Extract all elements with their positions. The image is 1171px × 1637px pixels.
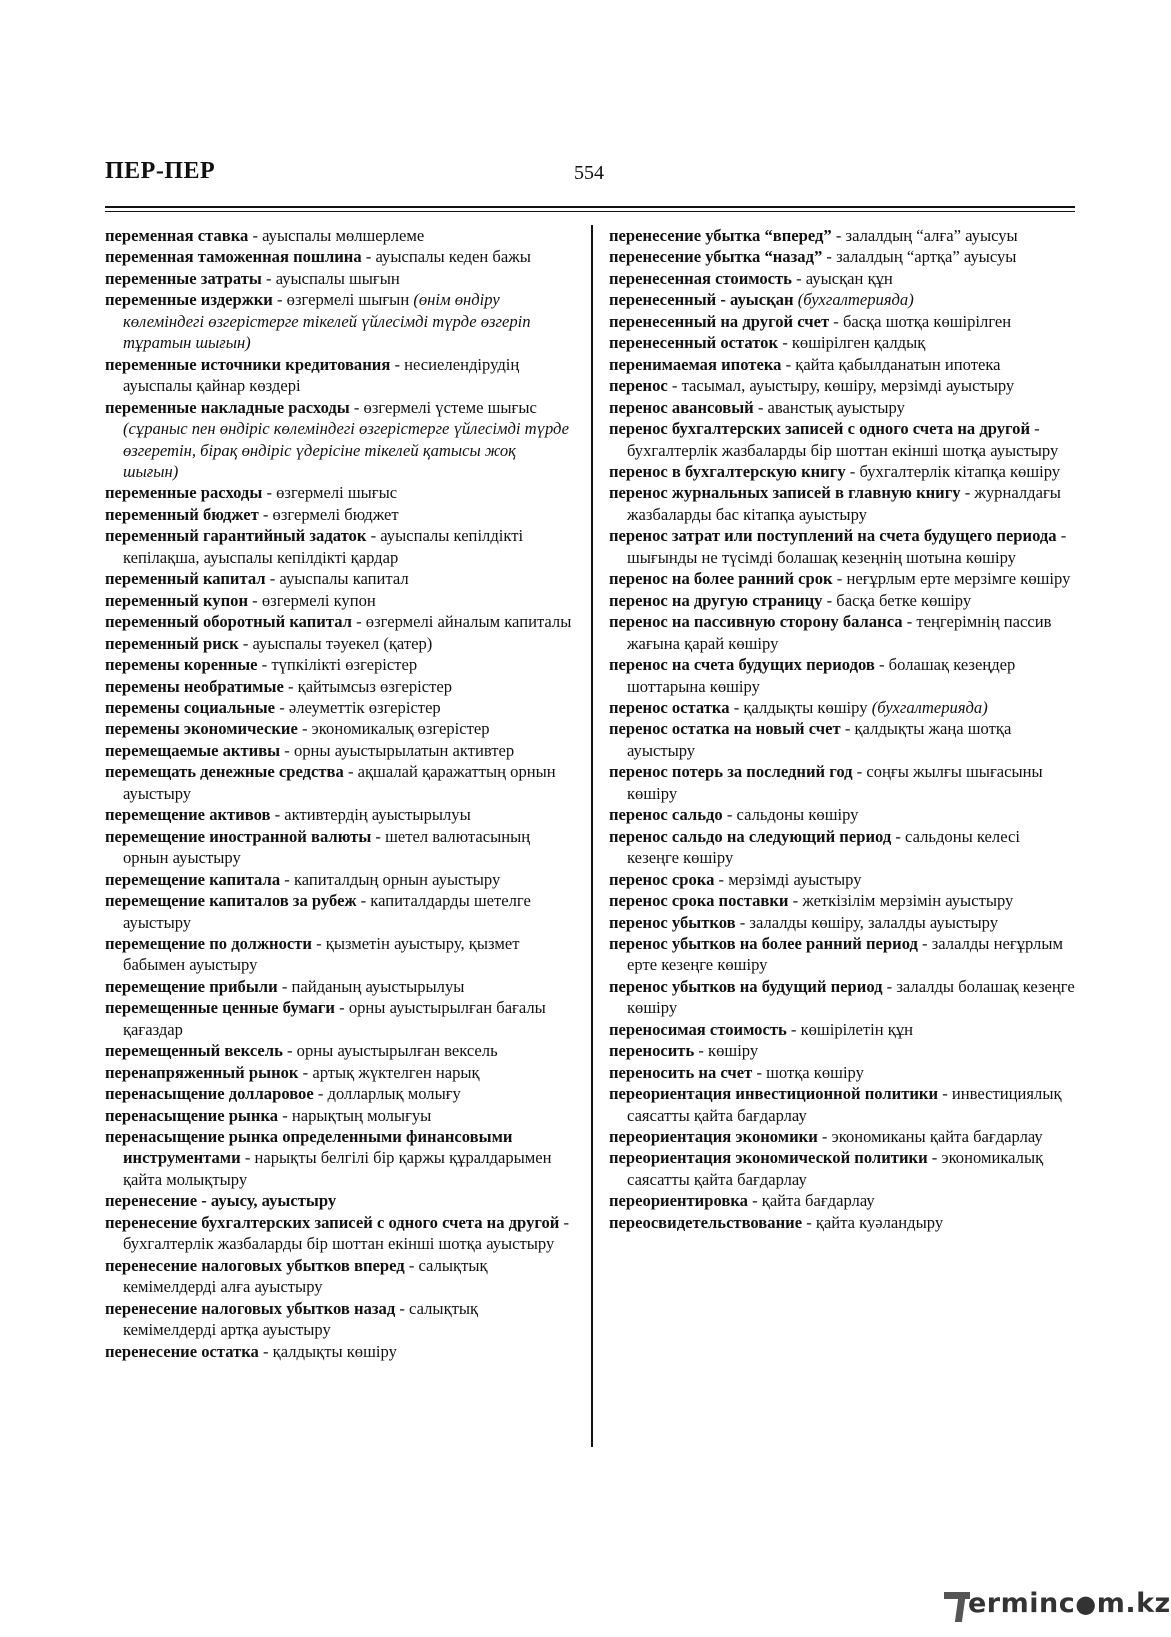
entry-term: перенос xyxy=(609,376,668,396)
dictionary-entry xyxy=(609,225,1075,246)
entry-definition: - залалды көшіру, залалды ауыстыру xyxy=(735,912,999,932)
entry-term: перенесенный - ауысқан xyxy=(609,290,794,310)
entry-term: перемещение капитала xyxy=(105,869,281,889)
entry-definition: - қайта куәландыру xyxy=(802,1212,944,1232)
entry-term: переменный риск xyxy=(105,633,239,653)
dictionary-entry xyxy=(105,225,575,246)
entry-term: переосвидетельствование xyxy=(609,1212,803,1232)
entry-definition: - экономикалық өзгерістер xyxy=(297,719,490,739)
dictionary-entry xyxy=(609,311,1075,332)
entry-term: перенос на пассивную сторону баланса xyxy=(609,612,903,632)
dictionary-entry xyxy=(609,933,1075,976)
entry-definition: - орны ауыстырылған бағалы қағаздар xyxy=(123,998,546,1039)
dictionary-entry xyxy=(609,804,1075,825)
dictionary-entry xyxy=(609,590,1075,611)
entry-term: перенесение налоговых убытков вперед xyxy=(105,1255,405,1275)
entry-term: перенесение налоговых убытков назад xyxy=(105,1298,396,1318)
entry-definition: - ауыспалы кепілдікті кепілақша, ауыспалы кепілдікті қардар xyxy=(123,526,524,567)
entry-term: переменные накладные расходы xyxy=(105,397,350,417)
entry-definition: - басқа шотқа көшірілген xyxy=(829,311,1012,331)
entry-term: перемещение по должности xyxy=(105,933,312,953)
dictionary-entry xyxy=(609,397,1075,418)
entry-term: перенос бухгалтерских записей с одного счета на другой xyxy=(609,419,1031,439)
dictionary-entry xyxy=(609,718,1075,761)
entry-term: перенесение остатка xyxy=(105,1341,259,1361)
entry-term: перенос на более ранний срок xyxy=(609,569,833,589)
entry-term: перенасыщение рынка xyxy=(105,1105,279,1125)
dictionary-entry xyxy=(105,1105,575,1126)
entry-definition: - теңгерімнің пассив жағына қарай көшіру xyxy=(627,612,1052,653)
dictionary-entry xyxy=(105,633,575,654)
entry-definition: - өзгермелі шығын xyxy=(272,290,414,310)
dictionary-entry xyxy=(105,869,575,890)
entry-term: перемещенные ценные бумаги xyxy=(105,998,335,1018)
entry-term: перенос убытков на более ранний период xyxy=(609,933,918,953)
page-number: 554 xyxy=(574,162,604,184)
dictionary-entry xyxy=(609,890,1075,911)
entry-definition: - жеткізілім мерзімін ауыстыру xyxy=(788,891,1014,911)
entry-term: перенос журнальных записей в главную книгу xyxy=(609,483,961,503)
dictionary-entry xyxy=(609,568,1075,589)
entry-definition: - нарықтың молығуы xyxy=(278,1105,432,1125)
entry-term: перенос на другую страницу xyxy=(609,590,823,610)
entry-definition: - шетел валютасының орнын ауыстыру xyxy=(123,826,531,868)
dictionary-entry xyxy=(105,482,575,503)
entry-definition: - залалдың “алға” ауысуы xyxy=(831,226,1018,245)
entry-definition: - бухгалтерлік жазбаларды бір шоттан екінші шотқа ауыстыру xyxy=(123,1212,570,1254)
entry-definition: - ауыспалы тәуекел (қатер) xyxy=(238,633,433,653)
entry-definition: - ауыспалы шығын xyxy=(261,268,400,288)
dictionary-entry xyxy=(105,397,575,483)
entry-term: перемещение прибыли xyxy=(105,976,278,996)
entry-term: переносить на счет xyxy=(609,1062,753,1082)
dictionary-entry xyxy=(105,354,575,397)
entry-definition: - неғұрлым ерте мерзімге көшіру xyxy=(832,569,1071,589)
entry-definition: - пайданың ауыстырылуы xyxy=(277,976,465,996)
entry-term: перенесенный остаток xyxy=(609,333,779,353)
entry-definition: - салықтық кемімелдерді алға ауыстыру xyxy=(123,1255,488,1297)
dictionary-entry xyxy=(105,1212,575,1255)
entry-definition: - несиелендірудің ауыспалы қайнар көздері xyxy=(123,354,520,396)
entry-term: перенесение убытка “вперед” xyxy=(609,226,832,245)
entry-term: перенос потерь за последний год xyxy=(609,762,853,782)
entry-term: перенос авансовый xyxy=(609,397,754,417)
dictionary-entry xyxy=(105,1190,575,1211)
entry-definition: - тасымал, ауыстыру, көшіру, мерзімді ауыстыру xyxy=(667,376,1015,396)
dictionary-entry xyxy=(105,1083,575,1104)
dictionary-entry xyxy=(105,568,575,589)
dictionary-entry xyxy=(105,1341,575,1362)
dictionary-entry xyxy=(105,676,575,697)
entry-definition: - активтердің ауыстырылуы xyxy=(270,805,471,825)
entry-definition: - басқа бетке көшіру xyxy=(822,590,972,610)
entry-definition: - ауыспалы кеден бажы xyxy=(361,247,531,267)
entry-term: переносить xyxy=(609,1041,695,1061)
entry-definition: - қалдықты көшіру xyxy=(258,1341,397,1361)
dictionary-entry xyxy=(609,1083,1075,1126)
termincom-logo xyxy=(944,1578,1171,1626)
dictionary-entry xyxy=(609,761,1075,804)
entry-definition: - түпкілікті өзгерістер xyxy=(257,655,418,675)
dictionary-entry xyxy=(609,654,1075,697)
entry-term: перенесение убытка “назад” xyxy=(609,247,823,267)
entry-definition: - капиталдарды шетелге ауыстыру xyxy=(123,891,531,932)
entry-definition: - ауыспалы капитал xyxy=(265,569,409,589)
entry-definition: - бухгалтерлік жазбаларды бір шоттан екінші шотқа ауыстыру xyxy=(627,419,1059,460)
entry-term: переориентация инвестиционной политики xyxy=(609,1084,939,1104)
entry-definition: - экономиканы қайта бағдарлау xyxy=(817,1127,1043,1147)
entry-term: перенос срока поставки xyxy=(609,891,789,911)
entry-definition: - өзгермелі шығыс xyxy=(262,483,398,503)
entry-definition: - ақшалай қаражаттың орнын ауыстыру xyxy=(123,762,556,803)
entry-definition: - шотқа көшіру xyxy=(752,1062,864,1082)
entry-term: перемены необратимые xyxy=(105,676,284,696)
entry-term: переориентировка xyxy=(609,1191,748,1211)
dictionary-entry xyxy=(609,1062,1075,1083)
dictionary-entry xyxy=(105,268,575,289)
entry-definition: - залалдың “артқа” ауысуы xyxy=(822,247,1017,267)
entry-definition: - өзгермелі бюджет xyxy=(258,504,399,524)
dictionary-entry xyxy=(609,611,1075,654)
entry-term: перемены экономические xyxy=(105,719,298,739)
dictionary-entry xyxy=(105,933,575,976)
entry-definition: - көшірілетін құн xyxy=(786,1019,914,1039)
dictionary-entry xyxy=(105,1040,575,1061)
entry-term: переменные источники кредитования xyxy=(105,354,391,374)
entry-definition: - салықтық кемімелдерді артқа ауыстыру xyxy=(123,1298,479,1340)
entry-term: перенос остатка xyxy=(609,697,730,717)
entry-definition: - капиталдың орнын ауыстыру xyxy=(280,869,501,889)
entry-note: (өнім өндіру көлеміндегі өзгерістерге тікелей үйлесімді түрде өзгеріп тұратын шығын) xyxy=(123,290,531,353)
dictionary-entry xyxy=(105,654,575,675)
header-rule-thin xyxy=(105,211,1075,212)
entry-term: перенос срока xyxy=(609,869,715,889)
entry-definition: - залалды болашақ кезеңге көшіру xyxy=(627,976,1075,1018)
entry-definition: - мерзімді ауыстыру xyxy=(714,869,862,889)
entry-term: переменный капитал xyxy=(105,569,266,589)
entry-definition: - соңғы жылғы шығасыны көшіру xyxy=(627,762,1043,803)
entry-term: перенос убытков на будущий период xyxy=(609,976,883,996)
entry-term: перенос в бухгалтерскую книгу xyxy=(609,461,846,481)
dictionary-entry xyxy=(105,740,575,761)
dictionary-entry xyxy=(105,611,575,632)
dictionary-entry xyxy=(609,354,1075,375)
dictionary-entry xyxy=(609,869,1075,890)
right-column xyxy=(609,225,1075,1233)
entry-definition: - қалдықты көшіру xyxy=(729,697,872,717)
entry-term: переменный купон xyxy=(105,590,249,610)
dictionary-entry xyxy=(609,826,1075,869)
entry-term: перенасыщение долларовое xyxy=(105,1084,314,1104)
dictionary-entry xyxy=(609,525,1075,568)
dictionary-entry xyxy=(105,504,575,525)
entry-term: перенимаемая ипотека xyxy=(609,354,782,374)
entry-definition: - залалды неғұрлым ерте кезеңге көшіру xyxy=(627,933,1063,975)
dictionary-entry xyxy=(609,912,1075,933)
entry-definition: - қалдықты жаңа шотқа ауыстыру xyxy=(627,719,1012,760)
entry-definition: - қайтымсыз өзгерістер xyxy=(283,676,453,696)
entry-definition: - сальдоны келесі кезеңге көшіру xyxy=(627,826,1020,868)
dictionary-entry xyxy=(609,1147,1075,1190)
dictionary-entry xyxy=(105,289,575,353)
entry-term: переменный бюджет xyxy=(105,504,259,524)
entry-term: перенапряженный рынок xyxy=(105,1062,299,1082)
entry-term: перемещаемые активы xyxy=(105,740,281,760)
dictionary-entry xyxy=(609,1190,1075,1211)
entry-definition: - өзгермелі үстеме шығыс xyxy=(349,397,537,417)
dictionary-entry xyxy=(609,976,1075,1019)
entry-term: перемещение капиталов за рубеж xyxy=(105,891,357,911)
entry-definition: - артық жүктелген нарық xyxy=(298,1062,480,1082)
entry-definition: - қайта бағдарлау xyxy=(747,1191,875,1211)
entry-definition: - шығынды не түсімді болашақ кезеңнің шотына көшіру xyxy=(627,526,1067,567)
entry-definition: - орны ауыстырылатын активтер xyxy=(280,740,515,760)
entry-term: переменные расходы xyxy=(105,483,263,503)
column-divider xyxy=(591,225,593,1447)
dictionary-entry xyxy=(609,1019,1075,1040)
entry-term: перенос сальдо xyxy=(609,805,723,825)
entry-definition: - сальдоны көшіру xyxy=(722,805,859,825)
dictionary-entry xyxy=(609,332,1075,353)
dictionary-entry xyxy=(105,976,575,997)
entry-definition: - инвестициялық саясатты қайта бағдарлау xyxy=(627,1084,1062,1125)
entry-definition: - болашақ кезеңдер шоттарына көшіру xyxy=(627,655,1016,696)
dictionary-entry xyxy=(105,826,575,869)
entry-term: перемещение активов xyxy=(105,805,271,825)
entry-note: (сұраныс пен өндіріс көлеміндегі өзгерістерге үйлесімді түрде өзгеретін, бірақ өндіріс үдерісіне тікелей қатысы жоқ шығын) xyxy=(123,419,569,481)
entry-term: переориентация экономической политики xyxy=(609,1148,928,1168)
dictionary-entry xyxy=(105,697,575,718)
entry-term: перенесенная стоимость xyxy=(609,268,792,288)
dictionary-entry xyxy=(105,997,575,1040)
left-column xyxy=(105,225,575,1362)
dictionary-entry xyxy=(609,268,1075,289)
entry-definition: - өзгермелі купон xyxy=(248,590,376,610)
entry-term: перемены коренные xyxy=(105,655,258,675)
entry-term: перемещенный вексель xyxy=(105,1041,283,1061)
dictionary-entry xyxy=(609,418,1075,461)
dictionary-entry xyxy=(609,482,1075,525)
entry-definition: - бухгалтерлік кітапқа көшіру xyxy=(845,461,1061,481)
dictionary-entry xyxy=(105,890,575,933)
dictionary-entry xyxy=(609,246,1075,267)
logo-t-bar xyxy=(944,1592,970,1599)
entry-definition: - нарықты белгілі бір қаржы құралдарымен қайта молықтыру xyxy=(123,1148,552,1189)
page-header-title: ПЕР-ПЕР xyxy=(105,158,216,184)
entry-definition: - аванстық ауыстыру xyxy=(753,397,905,417)
dictionary-entry xyxy=(609,1212,1075,1233)
entry-term: переменные затраты xyxy=(105,268,262,288)
entry-term: переносимая стоимость xyxy=(609,1019,787,1039)
dictionary-entry xyxy=(609,461,1075,482)
entry-term: переменные издержки xyxy=(105,290,273,310)
dictionary-entry xyxy=(105,1062,575,1083)
entry-term: перенос остатка на новый счет xyxy=(609,719,841,739)
entry-term: переменная ставка xyxy=(105,226,249,245)
entry-term: перенесение - ауысу, ауыстыру xyxy=(105,1191,337,1211)
dictionary-entry xyxy=(609,697,1075,718)
dictionary-entry xyxy=(105,1255,575,1298)
header-rule-thick xyxy=(105,206,1075,208)
entry-term: перемещение иностранной валюты xyxy=(105,826,372,846)
entry-term: перенос убытков xyxy=(609,912,736,932)
entry-term: переменная таможенная пошлина xyxy=(105,247,362,267)
dictionary-entry xyxy=(105,718,575,739)
entry-definition: - қайта қабылданатын ипотека xyxy=(781,354,1001,374)
dictionary-entry xyxy=(105,761,575,804)
entry-definition: - көшірілген қалдық xyxy=(778,333,926,353)
entry-term: перенос на счета будущих периодов xyxy=(609,655,875,675)
entry-term: переменный оборотный капитал xyxy=(105,612,352,632)
entry-definition: - әлеуметтік өзгерістер xyxy=(275,697,441,717)
entry-definition: - ауысқан құн xyxy=(791,268,893,288)
entry-definition: - көшіру xyxy=(694,1041,759,1061)
dictionary-entry xyxy=(609,375,1075,396)
entry-term: перенасыщение рынка определенными финансовыми инструментами xyxy=(105,1127,513,1168)
dictionary-entry xyxy=(105,1126,575,1190)
dictionary-entry xyxy=(105,525,575,568)
entry-definition: - долларлық молығу xyxy=(313,1084,461,1104)
dictionary-entry xyxy=(105,1298,575,1341)
entry-definition: - орны ауыстырылған вексель xyxy=(282,1041,498,1061)
entry-term: перенос сальдо на следующий период xyxy=(609,826,892,846)
entry-note: (бухгалтерияда) xyxy=(797,290,914,310)
entry-note: (бухгалтерияда) xyxy=(871,697,988,717)
entry-term: переориентация экономики xyxy=(609,1127,818,1147)
entry-term: перенос затрат или поступлений на счета будущего периода xyxy=(609,526,1057,546)
dictionary-entry xyxy=(105,804,575,825)
entry-term: перенесенный на другой счет xyxy=(609,311,830,331)
dictionary-entry xyxy=(105,590,575,611)
entry-definition: - журналдағы жазбаларды бас кітапқа ауыстыру xyxy=(627,483,1061,524)
entry-term: перемены социальные xyxy=(105,697,276,717)
dictionary-entry xyxy=(105,246,575,267)
entry-definition: - өзгермелі айналым капиталы xyxy=(351,612,572,632)
dictionary-entry xyxy=(609,1126,1075,1147)
entry-term: перемещать денежные средства xyxy=(105,762,344,782)
dictionary-entry xyxy=(609,289,1075,310)
dictionary-entry xyxy=(609,1040,1075,1061)
entry-definition: - қызметін ауыстыру, қызмет бабымен ауыстыру xyxy=(123,933,520,975)
entry-definition: - экономикалық саясатты қайта бағдарлау xyxy=(627,1148,1044,1189)
entry-term: перенесение бухгалтерских записей с одного счета на другой xyxy=(105,1212,560,1232)
entry-definition: - ауыспалы мөлшерлеме xyxy=(248,226,425,245)
entry-term: переменный гарантийный задаток xyxy=(105,526,367,546)
logo-text: erminc●m.kz xyxy=(968,1588,1171,1619)
